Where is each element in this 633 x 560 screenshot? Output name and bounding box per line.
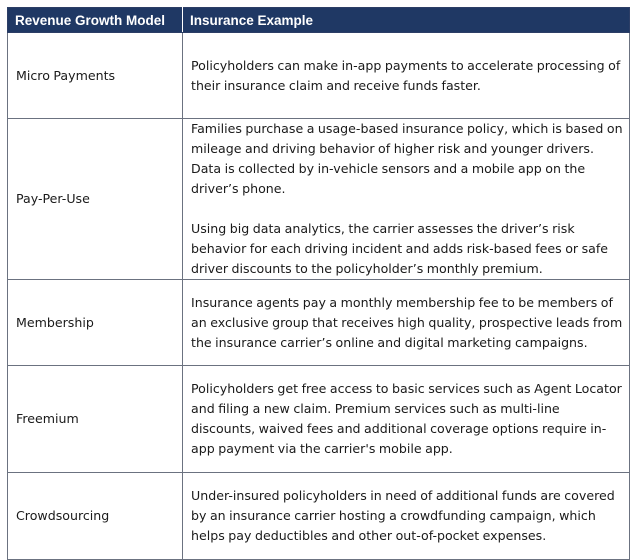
table-row xyxy=(8,119,630,280)
paragraph-spacer xyxy=(191,199,623,219)
example-paragraph: Insurance agents pay a monthly membership fee to be members of an exclusive group that receives high quality, prospective leads from the insurance carrier’s online and digital marketing campaigns. xyxy=(191,294,623,350)
table-row xyxy=(8,280,630,366)
example-paragraph: Policyholders can make in-app payments to accelerate processing of their insurance claim and receive funds faster. xyxy=(191,57,621,93)
revenue-growth-table xyxy=(7,7,630,560)
table-row xyxy=(8,473,630,560)
example-cell xyxy=(183,366,630,473)
model-cell: Crowdsourcing xyxy=(8,473,183,560)
header-row xyxy=(8,8,630,33)
table-row xyxy=(8,366,630,473)
model-cell: Micro Payments xyxy=(8,33,183,119)
example-cell xyxy=(183,119,630,280)
header-revenue-growth-model: Revenue Growth Model xyxy=(8,8,183,33)
example-cell xyxy=(183,473,630,560)
table-header xyxy=(8,8,630,33)
model-cell: Pay-Per-Use xyxy=(8,119,183,280)
table-row xyxy=(8,33,630,119)
model-cell: Freemium xyxy=(8,366,183,473)
example-paragraph: Under-insured policyholders in need of additional funds are covered by an insurance carrier hosting a crowdfunding campaign, which helps pay deductibles and other out-of-pocket expenses. xyxy=(191,488,615,543)
table-body xyxy=(8,33,630,560)
header-insurance-example: Insurance Example xyxy=(183,8,630,33)
example-paragraph: Families purchase a usage-based insurance policy, which is based on mileage and driving behavior of higher risk and younger drivers. Data is collected by in-vehicle sensors and a mobile app on the driver’s phone. xyxy=(191,121,623,196)
example-cell xyxy=(183,33,630,119)
example-paragraph: Policyholders get free access to basic services such as Agent Locator and filing a new claim. Premium services such as multi-line discounts, waived fees and additional coverage options require in-app payment via the carrier's mobile app. xyxy=(191,381,622,456)
example-paragraph: Using big data analytics, the carrier assesses the driver’s risk behavior for each driving incident and adds risk-based fees or safe driver discounts to the policyholder’s monthly premium. xyxy=(191,221,609,276)
example-cell xyxy=(183,280,630,366)
model-cell: Membership xyxy=(8,280,183,366)
